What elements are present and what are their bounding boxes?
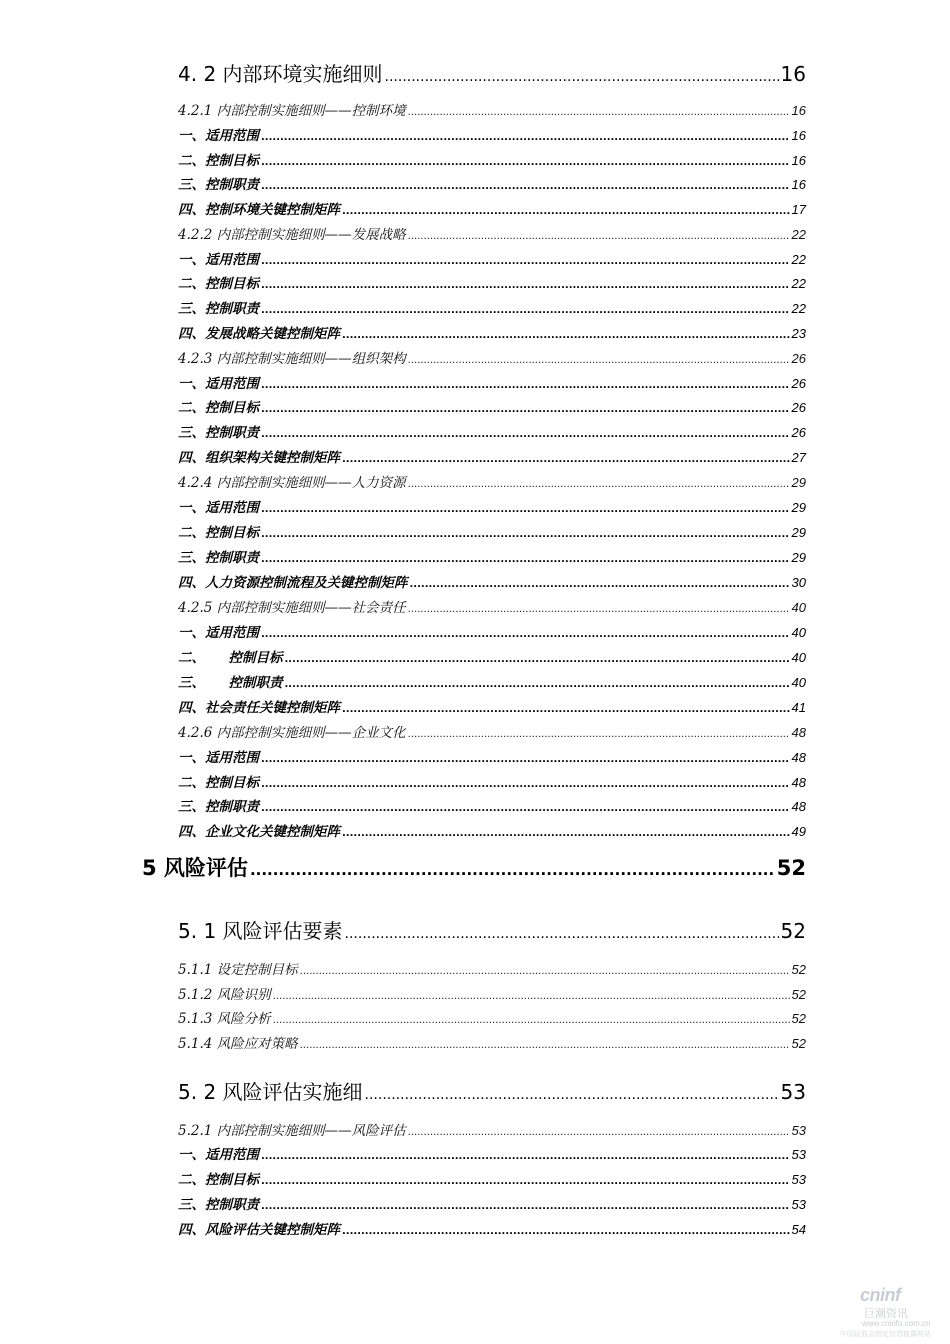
toc-entry[interactable]: [178, 983, 806, 1003]
toc-entry-title: 5. 1 风险评估要素: [178, 919, 343, 943]
toc-entry-page: 41: [791, 700, 806, 715]
toc-leader-dots: [342, 330, 790, 341]
toc-entry[interactable]: [178, 372, 806, 392]
toc-entry-title: 三、控制职责: [178, 550, 259, 566]
toc-entry-title: 三、控制职责: [178, 1197, 259, 1213]
toc-entry-title: 四、控制环境关键控制矩阵: [178, 202, 340, 218]
toc-entry-page: 48: [791, 725, 806, 740]
toc-entry-title: 二、控制目标: [178, 400, 259, 416]
toc-entry-title: 一、适用范围: [178, 1147, 259, 1163]
toc-leader-dots: [345, 926, 779, 942]
toc-entry-page: 40: [791, 650, 806, 665]
toc-leader-dots: [261, 181, 790, 192]
toc-entry[interactable]: [178, 173, 806, 193]
toc-entry-page: 52: [791, 1011, 806, 1026]
toc-entry-page: 30: [791, 575, 806, 590]
toc-entry[interactable]: [178, 347, 806, 367]
toc-leader-dots: [285, 679, 790, 690]
toc-entry-title: 四、人力资源控制流程及关键控制矩阵: [178, 575, 408, 591]
toc-entry-title: 一、适用范围: [178, 750, 259, 766]
toc-leader-dots: [408, 729, 790, 740]
toc-entry-page: 26: [791, 400, 806, 415]
toc-entry[interactable]: [178, 646, 806, 666]
toc-entry-title: 二、控制目标: [178, 276, 259, 292]
toc-entry-title: 5.1.1 设定控制目标: [178, 962, 298, 978]
toc-entry-title: 四、组织架构关键控制矩阵: [178, 450, 340, 466]
toc-entry[interactable]: [178, 521, 806, 541]
toc-leader-dots: [273, 991, 790, 1002]
toc-leader-dots: [261, 754, 790, 765]
toc-entry-page: 40: [791, 625, 806, 640]
toc-leader-dots: [261, 629, 790, 640]
toc-entry-page: 53: [780, 1080, 806, 1104]
toc-entry[interactable]: [178, 546, 806, 566]
toc-leader-dots: [385, 69, 779, 85]
toc-entry-title: 一、适用范围: [178, 252, 259, 268]
toc-entry-title: 4.2.4 内部控制实施细则——人力资源: [178, 475, 406, 491]
toc-entry[interactable]: [178, 248, 806, 268]
toc-entry[interactable]: [178, 496, 806, 516]
toc-entry[interactable]: [178, 1032, 806, 1052]
toc-entry-page: 22: [791, 252, 806, 267]
toc-leader-dots: [342, 1226, 790, 1237]
toc-entry[interactable]: [178, 1143, 806, 1163]
toc-entry-page: 22: [791, 276, 806, 291]
toc-entry-title: 4.2.2 内部控制实施细则——发展战略: [178, 227, 406, 243]
toc-leader-dots: [342, 206, 790, 217]
watermark-brand: cninf: [860, 1285, 901, 1305]
toc-leader-dots: [300, 966, 790, 977]
toc-entry[interactable]: [178, 571, 806, 591]
toc-leader-dots: [342, 704, 790, 715]
toc-entry[interactable]: [178, 621, 806, 641]
toc-entry[interactable]: [178, 771, 806, 791]
toc-entry-title: 二、控制目标: [178, 1172, 259, 1188]
toc-entry[interactable]: [142, 852, 806, 882]
toc-entry-title: 4.2.3 内部控制实施细则——组织架构: [178, 351, 406, 367]
toc-entry-title: 5. 2 风险评估实施细: [178, 1080, 363, 1104]
toc-entry-page: 48: [791, 775, 806, 790]
toc-entry-page: 27: [791, 450, 806, 465]
toc-entry[interactable]: [178, 471, 806, 491]
toc-leader-dots: [261, 380, 790, 391]
toc-entry[interactable]: [178, 272, 806, 292]
watermark-cn: 巨潮资讯: [864, 1307, 908, 1320]
toc-entry[interactable]: [178, 223, 806, 243]
toc-entry-page: 52: [780, 919, 806, 943]
toc-entry-page: 40: [791, 600, 806, 615]
toc-entry-title: 一、适用范围: [178, 376, 259, 392]
watermark-url: www.cninfo.com.cn: [862, 1319, 931, 1328]
toc-leader-dots: [261, 429, 790, 440]
toc-entry[interactable]: [178, 396, 806, 416]
toc-entry-page: 29: [791, 475, 806, 490]
toc-leader-dots: [410, 579, 790, 590]
toc-entry-title: 二、控制目标: [178, 525, 259, 541]
toc-leader-dots: [261, 504, 790, 515]
toc-leader-dots: [261, 803, 790, 814]
toc-entry[interactable]: [178, 446, 806, 466]
toc-entry-title: 一、适用范围: [178, 500, 259, 516]
toc-entry-page: 53: [791, 1172, 806, 1187]
toc-entry-page: 29: [791, 500, 806, 515]
toc-leader-dots: [408, 355, 790, 366]
toc-entry-page: 26: [791, 425, 806, 440]
toc-entry-page: 23: [791, 326, 806, 341]
toc-leader-dots: [408, 1127, 790, 1138]
toc-entry-title: 三、控制职责: [178, 799, 259, 815]
toc-entry[interactable]: [178, 596, 806, 616]
toc-leader-dots: [261, 132, 790, 143]
toc-entry-title: 4.2.5 内部控制实施细则——社会责任: [178, 600, 406, 616]
toc-leader-dots: [261, 554, 790, 565]
toc-entry[interactable]: [178, 1218, 806, 1238]
toc-entry[interactable]: [178, 322, 806, 342]
toc-leader-dots: [408, 479, 790, 490]
toc-entry-page: 16: [791, 128, 806, 143]
toc-entry-page: 49: [791, 824, 806, 839]
toc-entry[interactable]: [178, 297, 806, 317]
toc-entry[interactable]: [178, 696, 806, 716]
toc-leader-dots: [273, 1015, 790, 1026]
toc-entry[interactable]: [178, 198, 806, 218]
toc-entry-page: 48: [791, 799, 806, 814]
toc-entry-title: 5 风险评估: [142, 856, 248, 880]
toc-entry-title: 三、控制职责: [178, 425, 259, 441]
toc-entry[interactable]: [178, 1168, 806, 1188]
toc-entry-page: 16: [791, 177, 806, 192]
toc-entry-title: 一、适用范围: [178, 625, 259, 641]
toc-entry-page: 52: [791, 1036, 806, 1051]
toc-entry[interactable]: [178, 149, 806, 169]
toc-leader-dots: [261, 779, 790, 790]
toc-entry-title: 三、 控制职责: [178, 675, 283, 691]
toc-entry-title: 二、控制目标: [178, 153, 259, 169]
toc-entry[interactable]: [178, 1193, 806, 1213]
toc-leader-dots: [408, 231, 790, 242]
toc-leader-dots: [408, 604, 790, 615]
toc-entry-page: 26: [791, 376, 806, 391]
toc-entry-title: 四、风险评估关键控制矩阵: [178, 1222, 340, 1238]
toc-entry-title: 四、社会责任关键控制矩阵: [178, 700, 340, 716]
toc-entry-page: 52: [791, 987, 806, 1002]
toc-entry[interactable]: [178, 820, 806, 840]
toc-entry[interactable]: [178, 99, 806, 119]
toc-entry-page: 52: [791, 962, 806, 977]
toc-entry[interactable]: [178, 915, 806, 944]
toc-leader-dots: [261, 157, 790, 168]
toc-leader-dots: [408, 107, 790, 118]
toc-entry-page: 53: [791, 1147, 806, 1162]
cninfo-watermark-logo: [840, 1285, 932, 1338]
toc-entry[interactable]: [178, 1119, 806, 1139]
toc-leader-dots: [250, 861, 775, 879]
toc-entry-title: 4.2.6 内部控制实施细则——企业文化: [178, 725, 406, 741]
toc-entry-page: 17: [791, 202, 806, 217]
toc-entry-page: 16: [780, 62, 806, 86]
toc-entry-title: 4. 2 内部环境实施细则: [178, 62, 383, 86]
toc-entry-page: 53: [791, 1123, 806, 1138]
toc-leader-dots: [261, 404, 790, 415]
toc-entry-title: 5.1.2 风险识别: [178, 987, 271, 1003]
toc-leader-dots: [285, 654, 790, 665]
toc-entry-page: 52: [776, 856, 806, 880]
toc-entry[interactable]: [178, 1007, 806, 1027]
toc-entry[interactable]: [178, 746, 806, 766]
toc-leader-dots: [261, 1151, 790, 1162]
toc-leader-dots: [261, 529, 790, 540]
toc-entry[interactable]: [178, 721, 806, 741]
toc-entry-page: 16: [791, 153, 806, 168]
toc-leader-dots: [300, 1040, 790, 1051]
toc-leader-dots: [342, 828, 790, 839]
toc-entry-page: 29: [791, 525, 806, 540]
toc-entry-page: 26: [791, 351, 806, 366]
toc-entry-page: 16: [791, 103, 806, 118]
toc-leader-dots: [261, 305, 790, 316]
toc-entry[interactable]: [178, 1076, 806, 1105]
toc-entry-title: 四、企业文化关键控制矩阵: [178, 824, 340, 840]
toc-entry-title: 一、适用范围: [178, 128, 259, 144]
toc-entry-page: 53: [791, 1197, 806, 1212]
toc-entry-page: 22: [791, 301, 806, 316]
toc-leader-dots: [261, 256, 790, 267]
toc-entry-title: 三、控制职责: [178, 177, 259, 193]
toc-entry-title: 四、发展战略关键控制矩阵: [178, 326, 340, 342]
toc-entry-page: 22: [791, 227, 806, 242]
toc-entry[interactable]: [178, 795, 806, 815]
toc-leader-dots: [261, 1176, 790, 1187]
toc-entry-title: 二、 控制目标: [178, 650, 283, 666]
toc-entry[interactable]: [178, 958, 806, 978]
watermark-tag: 中国证监会指定信息披露网站: [840, 1330, 931, 1338]
toc-leader-dots: [261, 280, 790, 291]
toc-entry-page: 48: [791, 750, 806, 765]
toc-entry-page: 40: [791, 675, 806, 690]
toc-entry-title: 二、控制目标: [178, 775, 259, 791]
toc-entry[interactable]: [178, 58, 806, 87]
toc-entry[interactable]: [178, 421, 806, 441]
toc-entry-title: 5.1.4 风险应对策略: [178, 1036, 298, 1052]
toc-entry-title: 5.1.3 风险分析: [178, 1011, 271, 1027]
toc-leader-dots: [261, 1201, 790, 1212]
toc-entry-title: 三、控制职责: [178, 301, 259, 317]
toc-entry-title: 4.2.1 内部控制实施细则——控制环境: [178, 103, 406, 119]
toc-entry-page: 54: [791, 1222, 806, 1237]
toc-entry-page: 29: [791, 550, 806, 565]
toc-entry-title: 5.2.1 内部控制实施细则——风险评估: [178, 1123, 406, 1139]
toc-entry[interactable]: [178, 124, 806, 144]
toc-entry[interactable]: [178, 671, 806, 691]
toc-leader-dots: [342, 454, 790, 465]
toc-leader-dots: [365, 1087, 779, 1103]
